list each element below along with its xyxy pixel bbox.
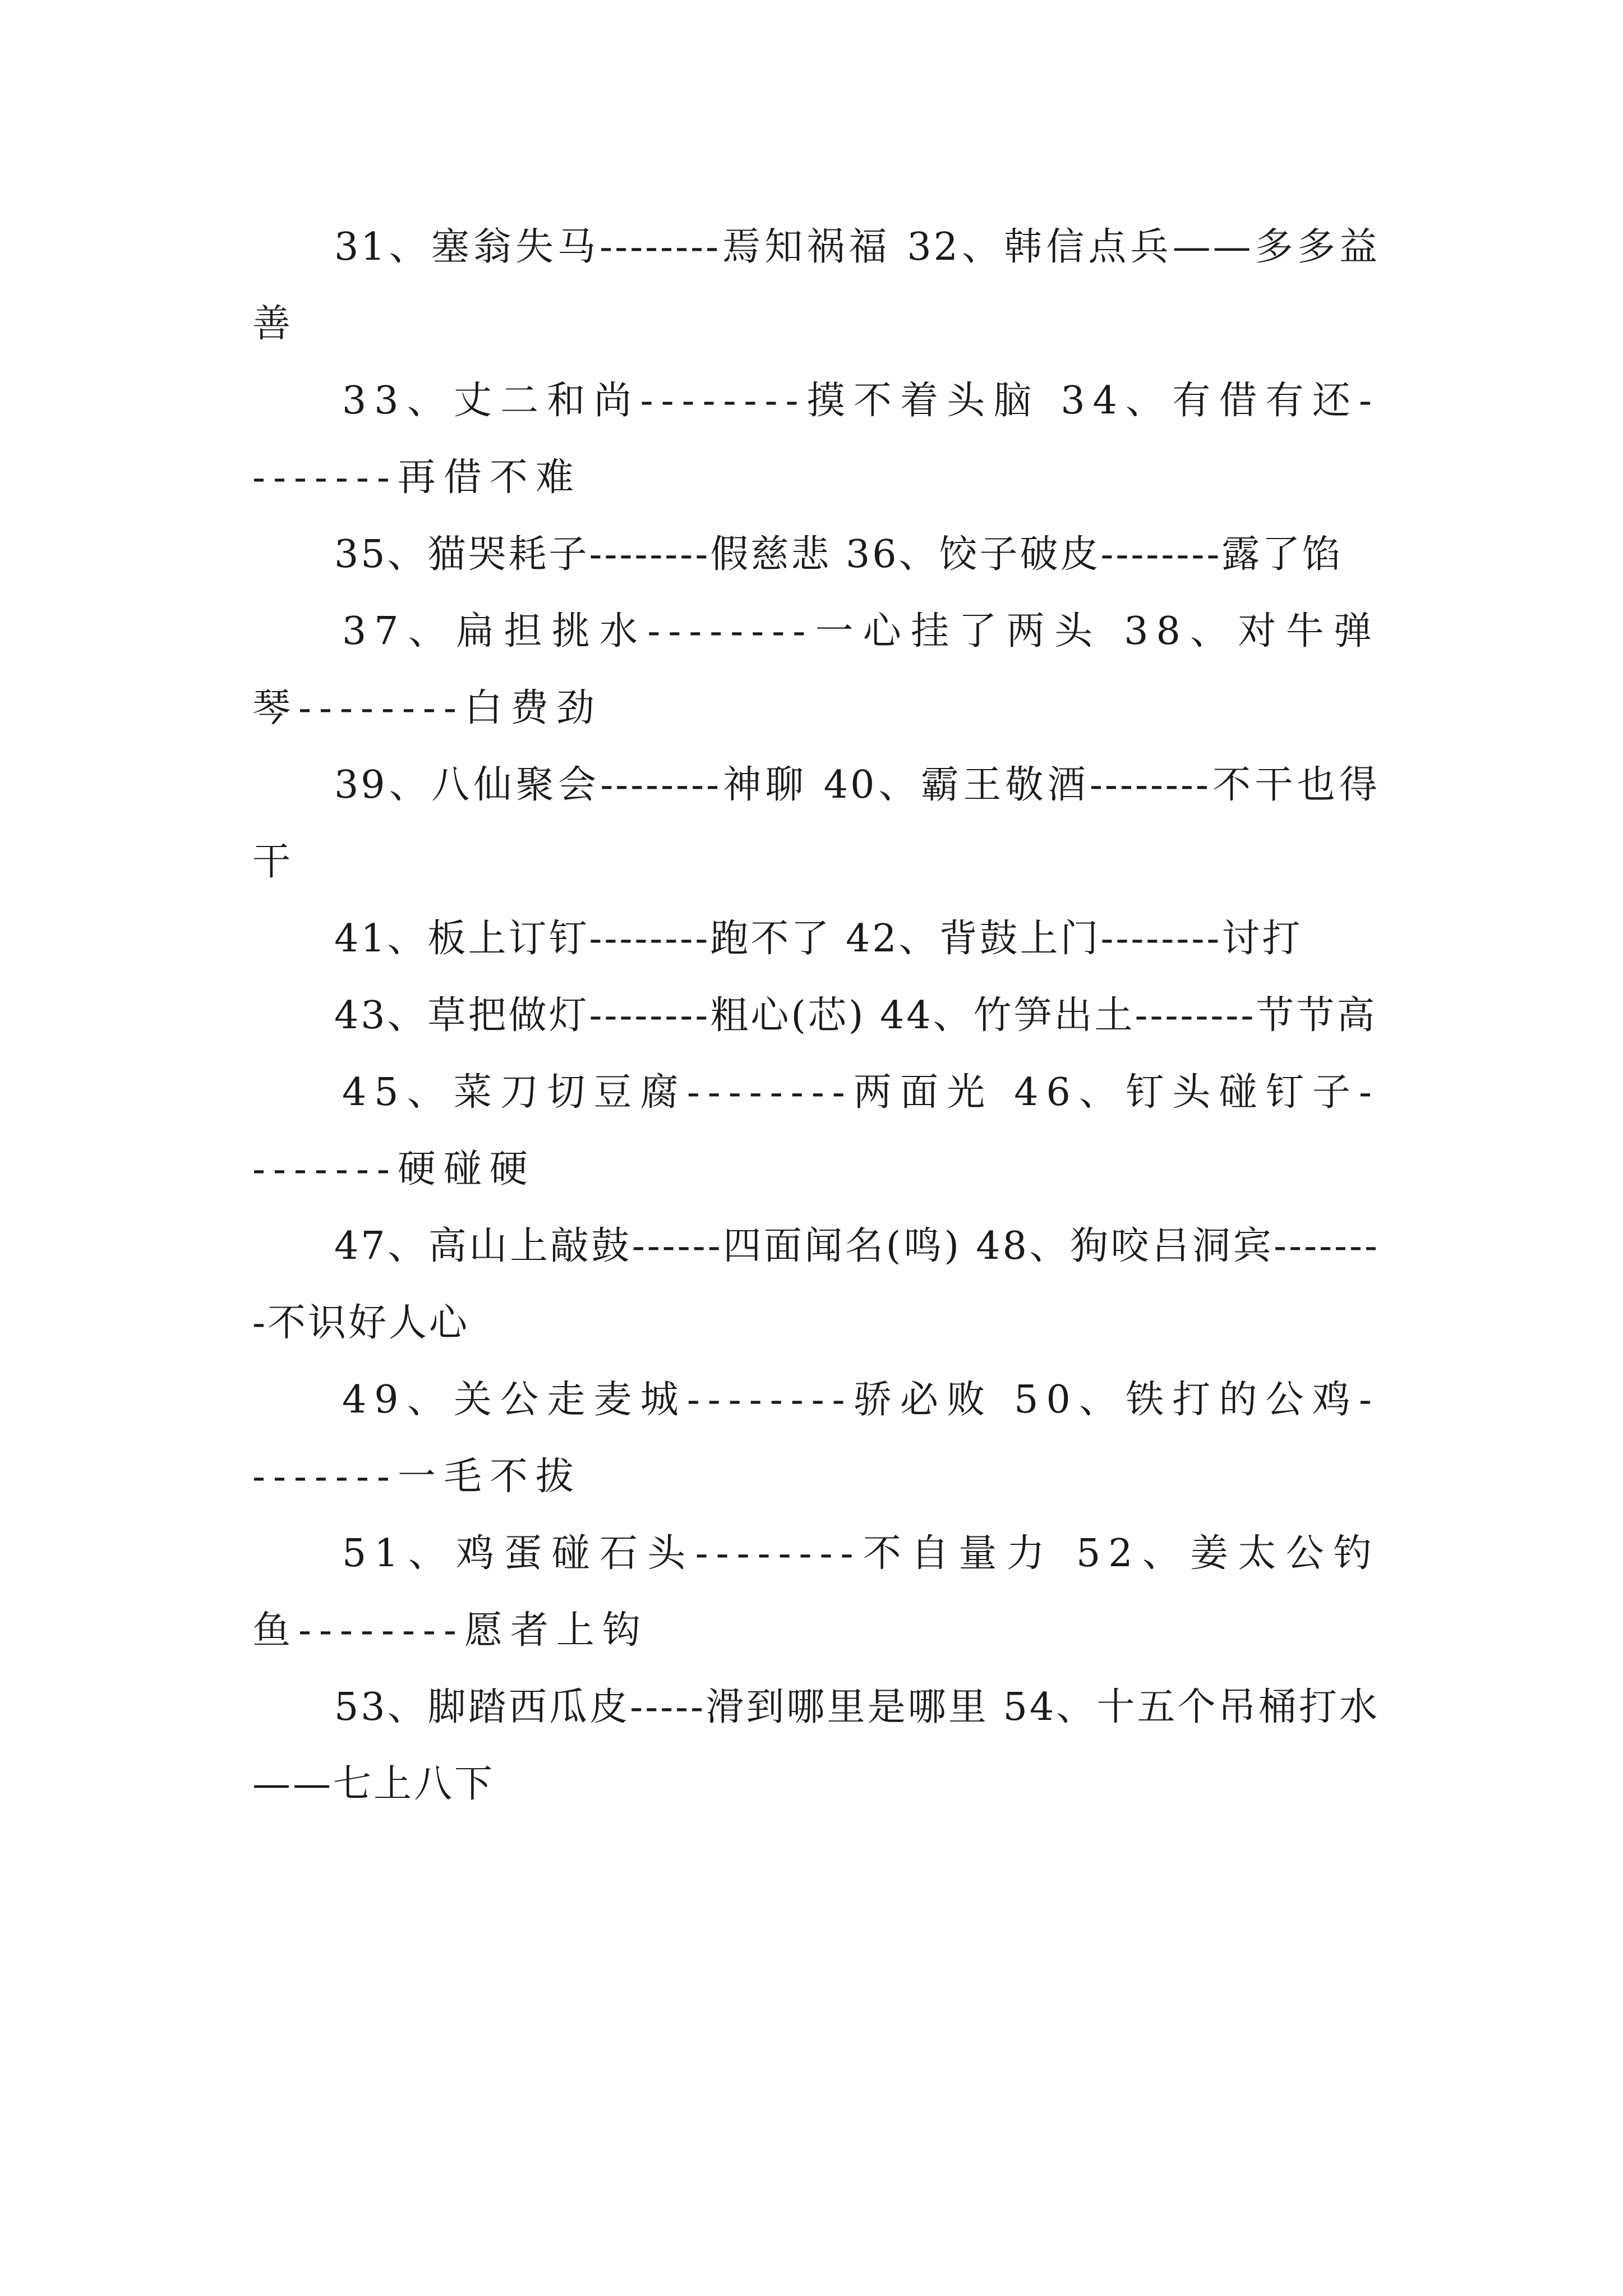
paragraph-33-34: 33、丈二和尚--------摸不着头脑 34、有借有还--------再借不难 [252,379,1380,500]
paragraph-51-52: 51、鸡蛋碰石头--------不自量力 52、姜太公钓鱼--------愿者上钩 [252,1531,1380,1653]
paragraph-37-38: 37、扁担挑水--------一心挂了两头 38、对牛弹琴--------白费劲 [252,609,1380,730]
paragraph-41-42: 41、板上订钉--------跑不了 42、背鼓上门--------讨打 [334,917,1303,961]
paragraph-31-32: 31、塞翁失马--------焉知祸福 32、韩信点兵——多多益善 [252,225,1380,346]
paragraph-53-54: 53、脚踏西瓜皮-----滑到哪里是哪里 54、十五个吊桶打水——七上八下 [252,1685,1380,1806]
paragraph-47-48: 47、高山上敲鼓------四面闻名(鸣) 48、狗咬吕洞宾--------不识好人心 [252,1224,1380,1345]
paragraph-43-44: 43、草把做灯--------粗心(芯) 44、竹笋出土--------节节高 [334,993,1377,1038]
paragraph-49-50: 49、关公走麦城--------骄必败 50、铁打的公鸡--------一毛不拔 [252,1378,1380,1499]
paragraph-39-40: 39、八仙聚会--------神聊 40、霸王敬酒--------不干也得干 [252,763,1380,884]
paragraph-35-36: 35、猫哭耗子--------假慈悲 36、饺子破皮--------露了馅 [334,532,1343,577]
document-body [252,209,1380,1823]
paragraph-45-46: 45、菜刀切豆腐--------两面光 46、钉头碰钉子--------硬碰硬 [252,1070,1380,1191]
